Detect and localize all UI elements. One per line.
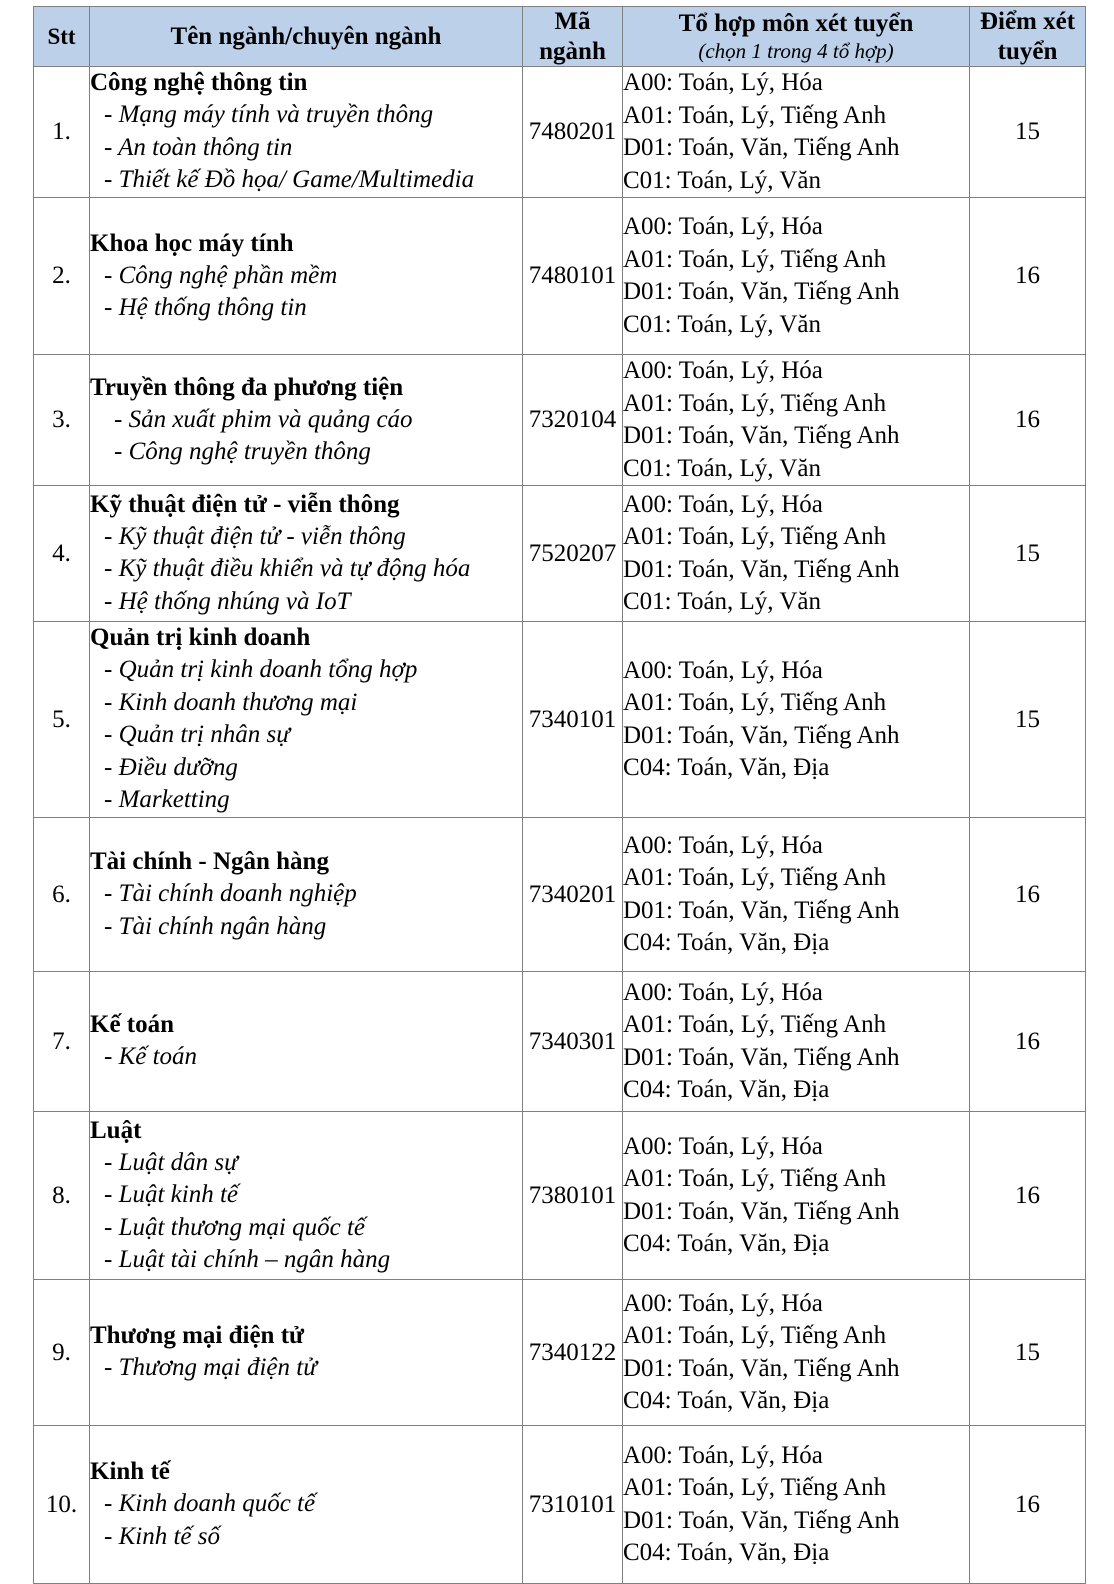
specialization-item: - Quản trị kinh doanh tổng hợp (104, 656, 418, 684)
specialization-item: - Mạng máy tính và truyền thông (104, 101, 434, 129)
cell-stt: 1. (34, 67, 90, 198)
cell-stt: 3. (34, 355, 90, 486)
cell-subject-combination (623, 972, 970, 1112)
combination-item: D01: Toán, Văn, Tiếng Anh (623, 1506, 900, 1534)
combination-item: A00: Toán, Lý, Hóa (623, 831, 823, 859)
specialization-list (90, 404, 522, 469)
specialization-item: - Điều dưỡng (104, 753, 238, 781)
combination-item: D01: Toán, Văn, Tiếng Anh (623, 422, 900, 449)
specialization-item: - Công nghệ truyền thông (114, 438, 371, 465)
cell-admission-score: 15 (970, 67, 1086, 198)
combination-list (623, 211, 969, 341)
table-row (34, 486, 1086, 622)
combination-item: C04: Toán, Văn, Địa (623, 1539, 830, 1566)
cell-stt: 6. (34, 818, 90, 972)
combination-item: C01: Toán, Lý, Văn (623, 166, 822, 194)
combination-item: A01: Toán, Lý, Tiếng Anh (623, 689, 887, 716)
specialization-list (90, 654, 522, 817)
combination-item: A00: Toán, Lý, Hóa (623, 1289, 823, 1317)
combination-item: A00: Toán, Lý, Hóa (623, 1441, 823, 1469)
column-header-subject-combination-title: Tổ hợp môn xét tuyển (678, 9, 914, 37)
combination-item: A01: Toán, Lý, Tiếng Anh (623, 245, 887, 273)
column-header-major-code-line2: ngành (539, 37, 606, 65)
cell-stt: 8. (34, 1112, 90, 1280)
cell-admission-score: 16 (970, 972, 1086, 1112)
cell-major-code: 7520207 (523, 486, 623, 622)
cell-major-name (90, 972, 523, 1112)
specialization-item: - Kế toán (104, 1043, 198, 1071)
cell-subject-combination (623, 67, 970, 198)
cell-major-name (90, 67, 523, 198)
cell-major-code: 7480201 (523, 67, 623, 198)
major-title: Khoa học máy tính (90, 229, 294, 257)
combination-item: C04: Toán, Văn, Địa (623, 1076, 830, 1103)
specialization-list (90, 1352, 522, 1385)
combination-item: A01: Toán, Lý, Tiếng Anh (623, 389, 887, 417)
cell-major-name (90, 622, 523, 818)
cell-admission-score: 15 (970, 1280, 1086, 1426)
table-row (34, 1280, 1086, 1426)
specialization-list (90, 99, 522, 197)
combination-item: A00: Toán, Lý, Hóa (623, 1132, 823, 1160)
combination-item: C01: Toán, Lý, Văn (623, 588, 822, 615)
cell-major-code: 7480101 (523, 198, 623, 355)
combination-item: A00: Toán, Lý, Hóa (623, 978, 823, 1006)
cell-major-name (90, 1426, 523, 1584)
table-row (34, 972, 1086, 1112)
combination-item: A01: Toán, Lý, Tiếng Anh (623, 1011, 887, 1038)
major-title: Thương mại điện tử (90, 1322, 305, 1350)
column-header-admission-score (970, 7, 1086, 67)
combination-list (623, 67, 969, 197)
combination-item: A00: Toán, Lý, Hóa (623, 213, 823, 240)
table-row (34, 1426, 1086, 1584)
specialization-item: - Kỹ thuật điện tử - viễn thông (104, 522, 406, 550)
table-row (34, 622, 1086, 818)
cell-subject-combination (623, 1280, 970, 1426)
combination-item: A01: Toán, Lý, Tiếng Anh (623, 1322, 887, 1349)
combination-item: C04: Toán, Văn, Địa (623, 929, 830, 956)
specialization-item: - Luật kinh tế (104, 1181, 239, 1208)
cell-stt: 5. (34, 622, 90, 818)
combination-item: A01: Toán, Lý, Tiếng Anh (623, 1474, 887, 1501)
specialization-item: - Thương mại điện tử (104, 1354, 317, 1382)
combination-item: D01: Toán, Văn, Tiếng Anh (623, 278, 900, 305)
combination-item: D01: Toán, Văn, Tiếng Anh (623, 134, 900, 161)
specialization-item: - Tài chính ngân hàng (104, 912, 327, 940)
cell-subject-combination (623, 355, 970, 486)
cell-admission-score: 16 (970, 1426, 1086, 1584)
admissions-table (33, 6, 1086, 1584)
cell-admission-score: 16 (970, 355, 1086, 486)
specialization-list (90, 1147, 522, 1277)
cell-major-name (90, 1280, 523, 1426)
specialization-item: - Sản xuất phim và quảng cáo (114, 405, 413, 433)
cell-admission-score: 16 (970, 198, 1086, 355)
cell-subject-combination (623, 1112, 970, 1280)
combination-list (623, 489, 969, 619)
cell-subject-combination (623, 198, 970, 355)
combination-item: A01: Toán, Lý, Tiếng Anh (623, 523, 887, 550)
table-row (34, 67, 1086, 198)
cell-subject-combination (623, 1426, 970, 1584)
combination-list (623, 1288, 969, 1418)
specialization-item: - Quản trị nhân sự (104, 721, 290, 749)
header-row (34, 7, 1086, 67)
column-header-stt: Stt (34, 7, 90, 67)
specialization-item: - Thiết kế Đồ họa/ Game/Multimedia (104, 166, 475, 194)
combination-item: C04: Toán, Văn, Địa (623, 1387, 830, 1414)
combination-list (623, 830, 969, 960)
major-title: Công nghệ thông tin (90, 69, 308, 97)
combination-item: A00: Toán, Lý, Hóa (623, 490, 823, 518)
column-header-subject-combination (623, 7, 970, 67)
cell-admission-score: 16 (970, 1112, 1086, 1280)
cell-major-name (90, 355, 523, 486)
table-row (34, 1112, 1086, 1280)
combination-list (623, 1131, 969, 1261)
cell-admission-score: 15 (970, 486, 1086, 622)
specialization-item: - Luật tài chính – ngân hàng (104, 1246, 391, 1273)
combination-item: D01: Toán, Văn, Tiếng Anh (623, 555, 900, 583)
specialization-item: - Kỹ thuật điều khiển và tự động hóa (104, 555, 471, 583)
column-header-subject-combination-note: (chọn 1 trong 4 tổ hợp) (698, 39, 894, 64)
combination-item: D01: Toán, Văn, Tiếng Anh (623, 721, 900, 749)
major-title: Kinh tế (90, 1458, 170, 1485)
cell-major-code: 7320104 (523, 355, 623, 486)
column-header-major-code-line1: Mã (554, 8, 591, 35)
specialization-item: - Hệ thống thông tin (104, 294, 307, 321)
cell-stt: 7. (34, 972, 90, 1112)
combination-item: D01: Toán, Văn, Tiếng Anh (623, 1197, 900, 1225)
specialization-item: - An toàn thông tin (104, 133, 293, 161)
cell-major-name (90, 818, 523, 972)
specialization-item: - Tài chính doanh nghiệp (104, 880, 357, 907)
table-row (34, 355, 1086, 486)
specialization-item: - Kinh doanh thương mại (104, 688, 358, 716)
cell-major-name (90, 198, 523, 355)
column-header-admission-score-line1: Điểm xét (979, 8, 1076, 35)
table-body (34, 67, 1086, 1584)
major-title: Luật (90, 1116, 142, 1144)
specialization-item: - Công nghệ phần mềm (104, 261, 338, 289)
cell-major-code: 7340301 (523, 972, 623, 1112)
cell-stt: 10. (34, 1426, 90, 1584)
cell-stt: 9. (34, 1280, 90, 1426)
major-title: Kỹ thuật điện tử - viễn thông (90, 490, 400, 518)
column-header-major-code (523, 7, 623, 67)
cell-major-code: 7340122 (523, 1280, 623, 1426)
combination-item: C01: Toán, Lý, Văn (623, 454, 822, 482)
specialization-item: - Kinh tế số (104, 1522, 220, 1550)
cell-major-code: 7310101 (523, 1426, 623, 1584)
table-row (34, 198, 1086, 355)
cell-major-name (90, 486, 523, 622)
combination-item: A01: Toán, Lý, Tiếng Anh (623, 864, 887, 891)
combination-item: A01: Toán, Lý, Tiếng Anh (623, 1165, 887, 1192)
combination-item: D01: Toán, Văn, Tiếng Anh (623, 1043, 900, 1071)
combination-item: A00: Toán, Lý, Hóa (623, 357, 823, 384)
table-header (34, 7, 1086, 67)
specialization-list (90, 260, 522, 325)
cell-major-name (90, 1112, 523, 1280)
combination-list (623, 655, 969, 785)
major-title: Truyền thông đa phương tiện (90, 373, 404, 401)
specialization-item: - Luật thương mại quốc tế (104, 1213, 365, 1241)
combination-item: A01: Toán, Lý, Tiếng Anh (623, 101, 887, 129)
combination-list (623, 977, 969, 1107)
combination-item: C04: Toán, Văn, Địa (623, 754, 830, 781)
cell-admission-score: 16 (970, 818, 1086, 972)
combination-list (623, 355, 969, 485)
cell-major-code: 7380101 (523, 1112, 623, 1280)
combination-item: A00: Toán, Lý, Hóa (623, 69, 823, 96)
column-header-major-name: Tên ngành/chuyên ngành (90, 7, 523, 67)
specialization-list (90, 1488, 522, 1553)
specialization-list (90, 521, 522, 619)
cell-subject-combination (623, 486, 970, 622)
major-title: Kế toán (90, 1011, 175, 1039)
cell-major-code: 7340101 (523, 622, 623, 818)
combination-item: C04: Toán, Văn, Địa (623, 1230, 830, 1257)
combination-list (623, 1440, 969, 1570)
major-title: Tài chính - Ngân hàng (90, 848, 329, 875)
combination-item: D01: Toán, Văn, Tiếng Anh (623, 896, 900, 924)
combination-item: D01: Toán, Văn, Tiếng Anh (623, 1354, 900, 1382)
table-row (34, 818, 1086, 972)
major-title: Quản trị kinh doanh (90, 624, 311, 652)
specialization-item: - Kinh doanh quốc tế (104, 1490, 316, 1517)
cell-major-code: 7340201 (523, 818, 623, 972)
combination-item: A00: Toán, Lý, Hóa (623, 656, 823, 684)
specialization-item: - Hệ thống nhúng và IoT (104, 587, 351, 615)
cell-stt: 2. (34, 198, 90, 355)
cell-subject-combination (623, 622, 970, 818)
specialization-list (90, 878, 522, 943)
specialization-item: - Marketting (104, 786, 230, 814)
cell-stt: 4. (34, 486, 90, 622)
column-header-admission-score-line2: tuyển (997, 37, 1058, 65)
cell-admission-score: 15 (970, 622, 1086, 818)
combination-item: C01: Toán, Lý, Văn (623, 310, 822, 338)
specialization-item: - Luật dân sự (104, 1148, 238, 1176)
cell-subject-combination (623, 818, 970, 972)
specialization-list (90, 1041, 522, 1074)
